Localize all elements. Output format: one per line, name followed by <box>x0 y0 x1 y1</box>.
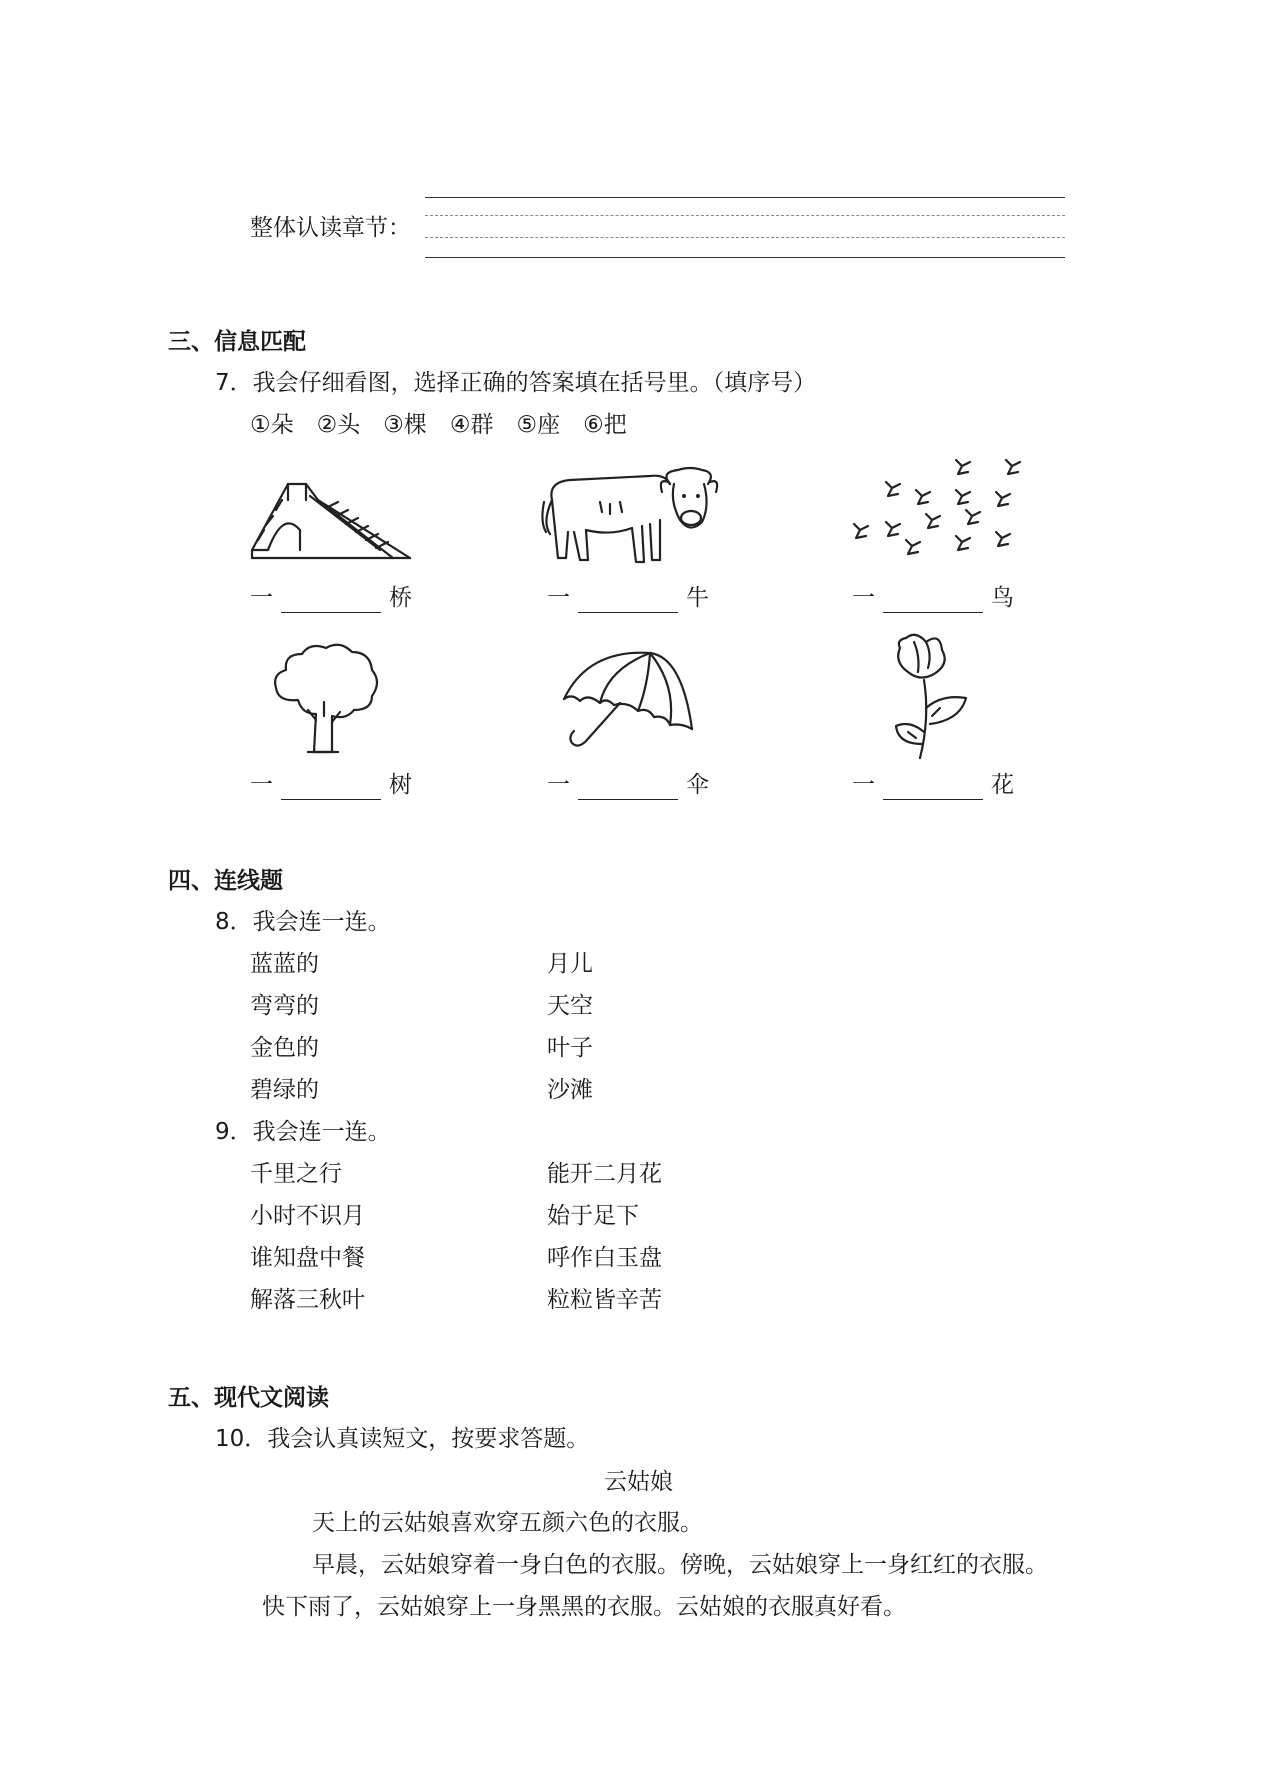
pinyin-dash-line-2 <box>425 237 1065 238</box>
item-flower-noun: 花 <box>991 772 1014 798</box>
birds-icon <box>846 452 1046 572</box>
q7-options: ①朵 ②头 ③棵 ④群 ⑤座 ⑥把 <box>250 412 627 438</box>
q8-right-1[interactable]: 月儿 <box>547 951 593 977</box>
item-tree <box>250 770 412 800</box>
item-umbrella <box>547 770 709 800</box>
item-ox-noun: 牛 <box>686 585 709 611</box>
q7-prompt: 7．我会仔细看图，选择正确的答案填在括号里。（填序号） <box>215 370 817 396</box>
item-bridge-noun: 桥 <box>389 585 412 611</box>
item-birds-noun: 鸟 <box>991 585 1014 611</box>
item-flower <box>852 770 1014 800</box>
bridge-answer-blank[interactable] <box>281 590 381 613</box>
item-ox <box>547 583 709 613</box>
birds-answer-blank[interactable] <box>883 590 983 613</box>
q8-left-1[interactable]: 蓝蓝的 <box>250 951 319 977</box>
q8-left-3[interactable]: 金色的 <box>250 1035 319 1061</box>
item-tree-prefix: 一 <box>250 772 273 798</box>
section4-heading: 四、连线题 <box>168 868 283 894</box>
passage-para-2-line-1: 早晨，云姑娘穿着一身白色的衣服。傍晚，云姑娘穿上一身红红的衣服。 <box>312 1552 1048 1578</box>
ox-answer-blank[interactable] <box>578 590 678 613</box>
q8-prompt: 8．我会连一连。 <box>215 909 391 935</box>
passage-title: 云姑娘 <box>604 1469 673 1495</box>
q9-right-2[interactable]: 始于足下 <box>547 1203 639 1229</box>
passage-para-2-line-2: 快下雨了，云姑娘穿上一身黑黑的衣服。云姑娘的衣服真好看。 <box>262 1594 906 1620</box>
q9-left-2[interactable]: 小时不识月 <box>250 1203 365 1229</box>
pinyin-bottom-line <box>425 257 1065 258</box>
item-bridge <box>250 583 412 613</box>
pinyin-top-line <box>425 197 1065 198</box>
q9-prompt: 9．我会连一连。 <box>215 1119 391 1145</box>
q9-right-4[interactable]: 粒粒皆辛苦 <box>547 1287 662 1313</box>
q9-right-3[interactable]: 呼作白玉盘 <box>547 1245 662 1271</box>
item-birds <box>852 583 1014 613</box>
pinyin-dash-line-1 <box>425 215 1065 216</box>
flower-answer-blank[interactable] <box>883 777 983 800</box>
q8-left-2[interactable]: 弯弯的 <box>250 993 319 1019</box>
q8-right-3[interactable]: 叶子 <box>547 1035 593 1061</box>
ox-icon <box>540 462 725 572</box>
tree-answer-blank[interactable] <box>281 777 381 800</box>
q8-right-4[interactable]: 沙滩 <box>547 1077 593 1103</box>
section5-heading: 五、现代文阅读 <box>168 1385 329 1411</box>
passage-para-1: 天上的云姑娘喜欢穿五颜六色的衣服。 <box>312 1510 703 1536</box>
item-ox-prefix: 一 <box>547 585 570 611</box>
umbrella-icon <box>558 645 698 755</box>
q9-right-1[interactable]: 能开二月花 <box>547 1161 662 1187</box>
item-flower-prefix: 一 <box>852 772 875 798</box>
flower-icon <box>870 628 980 763</box>
q9-left-1[interactable]: 千里之行 <box>250 1161 342 1187</box>
section3-heading: 三、信息匹配 <box>168 329 306 355</box>
tree-icon <box>268 640 383 760</box>
bridge-icon <box>248 470 418 565</box>
q8-left-4[interactable]: 碧绿的 <box>250 1077 319 1103</box>
pinyin-label: 整体认读章节： <box>250 215 411 241</box>
item-tree-noun: 树 <box>389 772 412 798</box>
item-bridge-prefix: 一 <box>250 585 273 611</box>
q8-right-2[interactable]: 天空 <box>547 993 593 1019</box>
item-umbrella-noun: 伞 <box>686 772 709 798</box>
q9-left-4[interactable]: 解落三秋叶 <box>250 1287 365 1313</box>
item-birds-prefix: 一 <box>852 585 875 611</box>
q9-left-3[interactable]: 谁知盘中餐 <box>250 1245 365 1271</box>
q10-prompt: 10．我会认真读短文，按要求答题。 <box>215 1426 590 1452</box>
item-umbrella-prefix: 一 <box>547 772 570 798</box>
umbrella-answer-blank[interactable] <box>578 777 678 800</box>
